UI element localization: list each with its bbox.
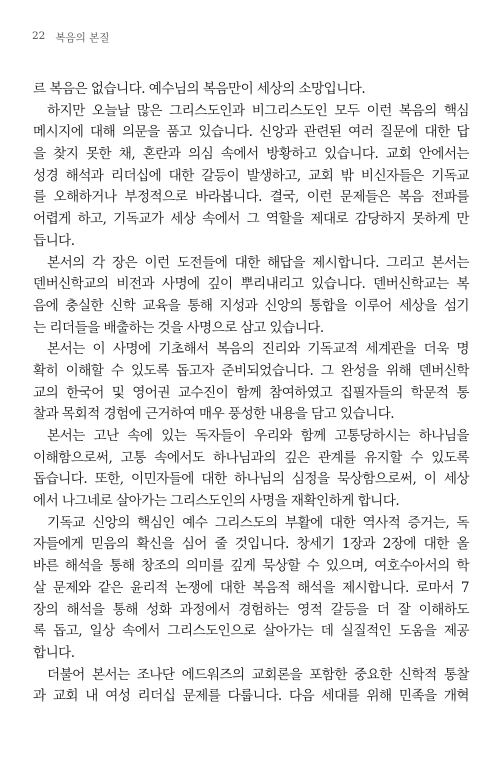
text-line: 를 오해하거나 부정적으로 바라봅니다. 결국, 이런 문제들은 복음 전파를 [33, 189, 469, 206]
text-line: 교의 한국어 및 영어권 교수진이 함께 참여하였고 집필자들의 학문적 통 [33, 384, 469, 401]
paragraph [33, 665, 469, 708]
text-line: 에서 나그네로 살아가는 그리스도인의 사명을 재확인하게 합니다. [33, 493, 400, 510]
text-line: 찰과 목회적 경험에 근거하여 매우 풍성한 내용을 담고 있습니다. [33, 406, 395, 423]
text-line: 돕습니다. 또한, 이민자들에 대한 하나님의 심정을 묵상함으로써, 이 세상 [33, 471, 469, 488]
text-line: 과 교회 내 여성 리더십 문제를 다룹니다. 다음 세대를 위해 민족을 개혁 [33, 688, 469, 705]
text-line: 본서의 각 장은 이런 도전들에 대한 해답을 제시합니다. 그리고 본서는 [47, 254, 469, 271]
text-line: 본서는 고난 속에 있는 독자들이 우리와 함께 고통당하시는 하나님을 [47, 428, 469, 444]
text-line: 듭니다. [33, 232, 75, 249]
text-line: 메시지에 대해 의문을 품고 있습니다. 신앙과 관련된 여러 질문에 대한 답 [33, 124, 469, 141]
text-line: 록 돕고, 일상 속에서 그리스도인으로 살아가는 데 실질적인 도움을 제공 [33, 623, 469, 640]
page-number: 22 [32, 30, 46, 42]
paragraph [33, 101, 469, 253]
text-line: 성경 해석과 리더십에 대한 갈등이 발생하고, 교회 밖 비신자들은 기독교 [33, 167, 469, 184]
body-text [33, 79, 469, 708]
text-line: 는 리더들을 배출하는 것을 사명으로 삼고 있습니다. [33, 319, 324, 336]
text-line: 합니다. [33, 644, 75, 661]
text-line: 하지만 오늘날 많은 그리스도인과 비그리스도인 모두 이런 복음의 핵심 [47, 102, 469, 119]
text-line: 기독교 신앙의 핵심인 예수 그리스도의 부활에 대한 역사적 증거는, 독 [47, 514, 469, 531]
text-line: 본서는 이 사명에 기초해서 복음의 진리와 기독교적 세계관을 더욱 명 [47, 341, 469, 358]
paragraph [33, 426, 469, 513]
text-line: 자들에게 믿음의 확신을 심어 줄 것입니다. 창세기 1장과 2장에 대한 올 [33, 536, 469, 553]
text-line: 르 복음은 없습니다. 예수님의 복음만이 세상의 소망입니다. [33, 81, 366, 97]
text-line: 확히 이해할 수 있도록 돕고자 준비되었습니다. 그 완성을 위해 덴버신학 [33, 362, 469, 379]
text-line: 음에 충실한 신학 교육을 통해 지성과 신앙의 통합을 이루어 세상을 섬기 [33, 297, 469, 314]
paragraph [33, 79, 469, 101]
paragraph [33, 513, 469, 665]
paragraph [33, 253, 469, 340]
text-line: 이해함으로써, 고통 속에서도 하나님과의 깊은 관계를 유지할 수 있도록 [33, 449, 469, 466]
text-line: 살 문제와 같은 윤리적 논쟁에 대한 복음적 해석을 제시합니다. 로마서 7 [33, 579, 469, 596]
text-line: 을 찾지 못한 채, 혼란과 의심 속에서 방황하고 있습니다. 교회 안에서는 [33, 146, 469, 163]
running-header [32, 30, 109, 45]
running-title: 복음의 본질 [55, 32, 110, 44]
text-line: 바른 해석을 통해 창조의 의미를 깊게 묵상할 수 있으며, 여호수아서의 학 [33, 558, 469, 575]
text-line: 어렵게 하고, 기독교가 세상 속에서 그 역할을 제대로 감당하지 못하게 만 [33, 211, 469, 228]
paragraph [33, 339, 469, 426]
text-line: 더불어 본서는 조나단 에드워즈의 교회론을 포함한 중요한 신학적 통찰 [47, 666, 469, 683]
text-line: 덴버신학교의 비전과 사명에 깊이 뿌리내리고 있습니다. 덴버신학교는 복 [33, 276, 469, 293]
text-line: 장의 해석을 통해 성화 과정에서 경험하는 영적 갈등을 더 잘 이해하도 [33, 601, 469, 618]
